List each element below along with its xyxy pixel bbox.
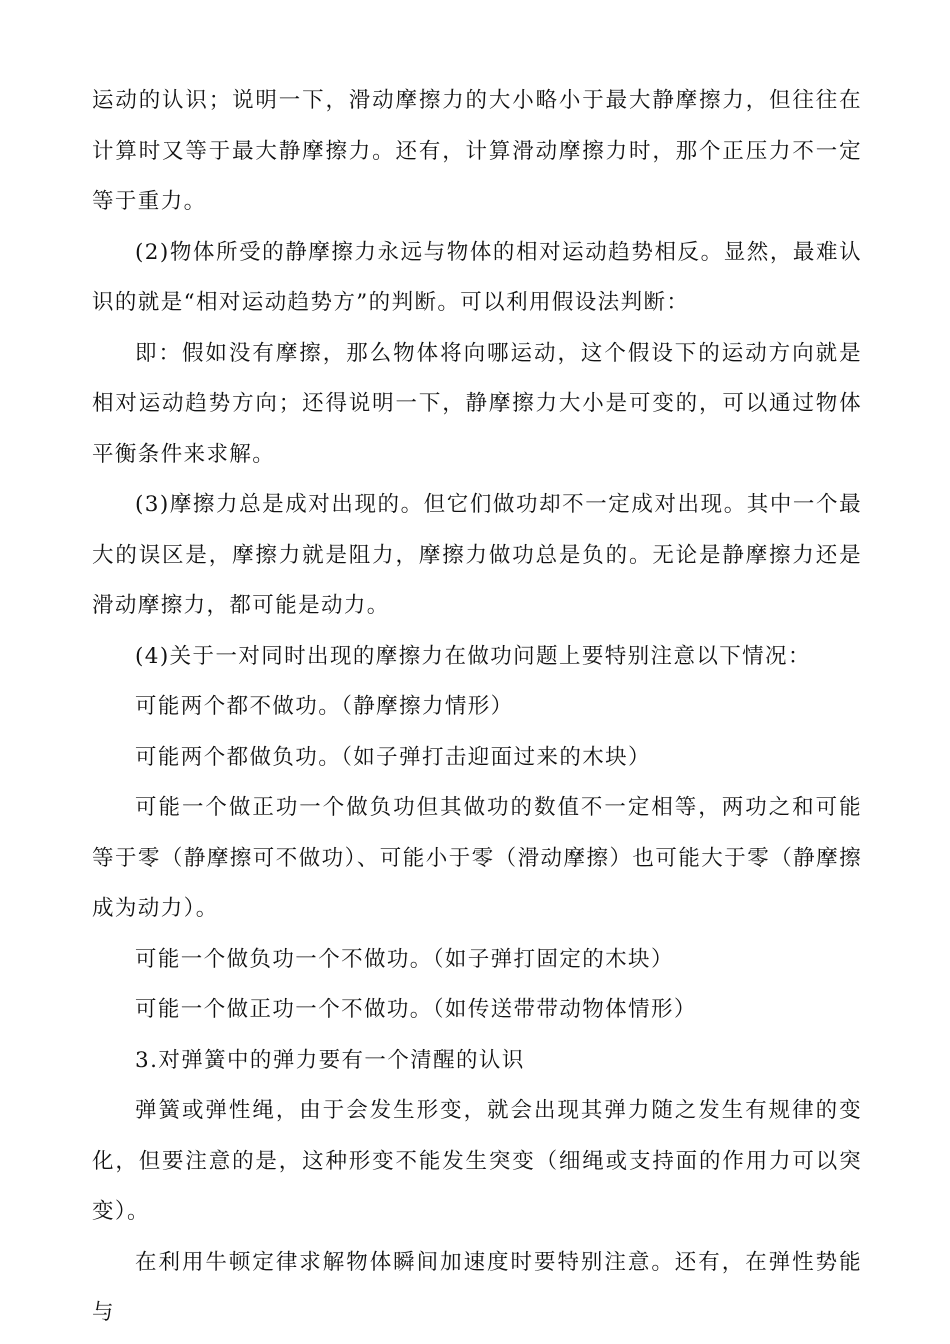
paragraph-3: 即：假如没有摩擦，那么物体将向哪运动，这个假设下的运动方向就是相对运动趋势方向；还得说明一下，静摩擦力大小是可变的，可以通过物体平衡条件来求解。 (92, 340, 862, 467)
paragraph-7: 可能两个都做负功。（如子弹打击迎面过来的木块） (135, 744, 651, 770)
paragraph-1: 运动的认识；说明一下，滑动摩擦力的大小略小于最大静摩擦力，但往往在计算时又等于最大静摩擦力。还有，计算滑动摩擦力时，那个正压力不一定等于重力。 (92, 88, 862, 214)
paragraph-13: 在利用牛顿定律求解物体瞬间加速度时要特别注意。还有，在弹性势能与 (92, 1249, 862, 1325)
section-heading-3: 3.对弹簧中的弹力要有一个清醒的认识 (135, 1047, 525, 1073)
paragraph-9: 可能一个做负功一个不做功。（如子弹打固定的木块） (135, 946, 674, 972)
paragraph-12: 弹簧或弹性绳，由于会发生形变，就会出现其弹力随之发生有规律的变化，但要注意的是，这种形变不能发生突变（细绳或支持面的作用力可以突变）。 (92, 1098, 862, 1224)
paragraph-6: 可能两个都不做功。（静摩擦力情形） (135, 694, 514, 719)
paragraph-8: 可能一个做正功一个做负功但其做功的数值不一定相等，两功之和可能等于零（静摩擦可不做功）、可能小于零（滑动摩擦）也可能大于零（静摩擦成为动力）。 (92, 795, 862, 921)
document-body (92, 76, 862, 1339)
paragraph-4: (3)摩擦力总是成对出现的。但它们做功却不一定成对出现。其中一个最大的误区是，摩擦力就是阻力，摩擦力做功总是负的。无论是静摩擦力还是滑动摩擦力，都可能是动力。 (92, 492, 862, 618)
paragraph-2: (2)物体所受的静摩擦力永远与物体的相对运动趋势相反。显然，最难认识的就是“相对运动趋势方”的判断。可以利用假设法判断： (92, 239, 862, 315)
paragraph-5: (4)关于一对同时出现的摩擦力在做功问题上要特别注意以下情况： (135, 643, 811, 669)
paragraph-10: 可能一个做正功一个不做功。（如传送带带动物体情形） (135, 997, 697, 1022)
